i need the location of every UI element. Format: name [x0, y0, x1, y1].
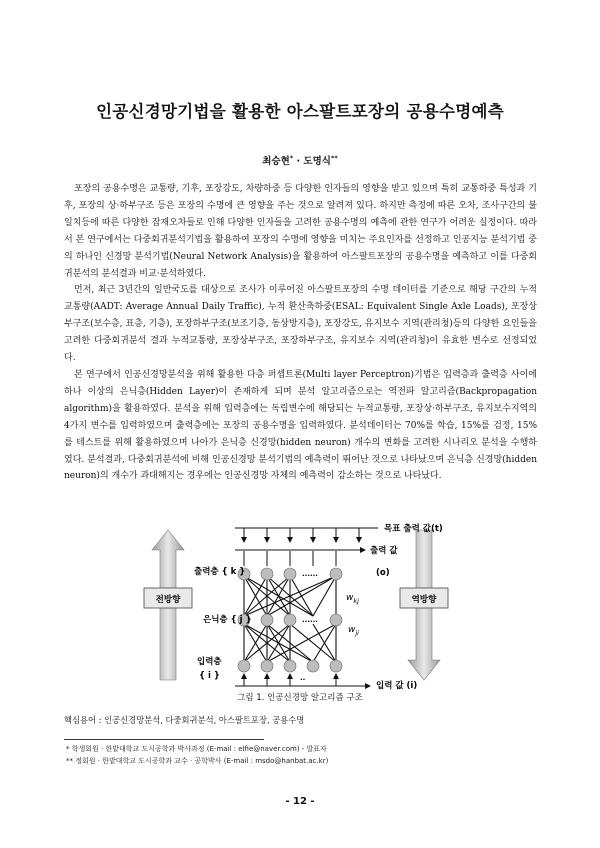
footnote-2: ** 정회원 · 한밭대학교 도시공학과 교수 · 공학박사 (E-mail : msdo@hanbat.ac.kr) [66, 757, 329, 765]
hidden-layer-nodes [238, 614, 342, 626]
keywords: 핵심용어 : 인공신경망분석, 다중회귀분석, 아스팔트포장, 공용수명 [64, 715, 305, 725]
target-output-label: 목표 출력 값(t) [384, 524, 443, 534]
weight-kj-label: $w_{kj}$ [346, 593, 359, 605]
output-dots: ...... [302, 570, 318, 578]
paragraph-3: 본 연구에서 인공신경망분석을 위해 활용한 다층 퍼셉트론(Multi layer Perceptron)기법은 입력층과 출력층 사이에 하나 이상의 은닉층(Hidden Layer)이 존재하게 되며 분석 알고리즘으로는 역전파 알고리즘(Backpropagation algorithm)을 활용하였다. 분석을 위해 입력층에는 독립변수에 해당되는 누적교통량, 포장상·하부구조, 유지보수지역의 4가지 변수를 입력하였으며 출력층에는 포장의 공용수명을 입력하였다. 분석데이터는 70%를 학습, 15%를 검정, 15%를 테스트를 위해 활용하였으며 나아가 은닉층 신경망(hidden neuron) 개수의 변화를 고려한 시나리오 분석을 수행하였다. 분석결과, 다중회귀분석에 비해 인공신경망 분석기법의 예측력이 뛰어난 것으로 나타났으며 은닉층 신경망(hidden neuron)의 개수가 과대해지는 경우에는 인공신경망 자체의 예측력이 감소하는 것으로 나타났다. [64, 369, 537, 482]
figure-caption: 그림 1. 인공신경망 알고리즘 구조 [237, 693, 363, 703]
paper-title: 인공신경망기법을 활용한 아스팔트포장의 공용수명예측 [96, 102, 504, 121]
output-o-label: (o) [376, 568, 390, 578]
connections-kj [244, 576, 336, 616]
backward-label: 역방향 [411, 595, 437, 605]
author-2: 도명식 [303, 156, 331, 167]
hidden-dots: ...... [302, 616, 318, 624]
author-1-mark: * [289, 153, 294, 162]
abstract-body [64, 181, 537, 485]
page-number: - 12 - [285, 796, 315, 807]
output-value-arrows [235, 550, 365, 566]
forward-arrow [144, 530, 192, 680]
author-2-mark: ** [330, 153, 338, 162]
input-layer-label: 입력층 [197, 657, 222, 667]
forward-label: 전방향 [155, 595, 181, 605]
connections-ji [244, 624, 336, 662]
footnote-rule [64, 739, 264, 740]
hidden-layer-label: 은닉층 { j } [203, 615, 252, 625]
weight-ji-label: $w_{ji}$ [348, 625, 359, 637]
author-separator: · [293, 156, 304, 167]
paragraph-2: 먼저, 최근 3년간의 일반국도를 대상으로 조사가 이루어진 아스팔트포장의 수명 데이터를 기준으로 해당 구간의 누적 교통량(AADT: Average Annual Daily Traffic), 누적 환산축하중(ESAL: Equivalent Single Axle Loads), 포장상부구조(보수층, 표층, 기층), 포장하부구조(보조기층, 동상방지층), 포장강도, 유지보수 지역(관리청)등의 다양한 요인들을 고려한 다중회귀분석 결과 누적교통량, 포장상부구조, 포장하부구조, 유지보수 지역(관리청)이 유효한 변수로 선정되었다. [64, 285, 537, 364]
target-arrows [235, 528, 378, 542]
author-1: 최승현 [262, 156, 290, 167]
paragraph-1: 포장의 공용수명은 교통량, 기후, 포장강도, 차량하중 등 다양한 인자들의 영향을 받고 있으며 특히 교통하중 특성과 기후, 포장의 상·하부구조 등은 포장의 수명에 큰 영향을 주는 것으로 알려져 있다. 하지만 측정에 따른 오차, 조사구간의 불일치등에 따른 다양한 잡재오차들로 인해 다양한 인자들을 고려한 공용수명의 예측에 관한 연구가 어려운 실정이다. 따라서 본 연구에서는 다중회귀분석기법을 활용하여 포장의 수명에 영향을 미치는 주요인자를 선정하고 인공지능 분석기법 중의 하나인 신경망 분석기법(Neural Network Analysis)을 활용하여 아스팔트포장의 공용수명을 예측하고 이를 다중회귀분석의 분석결과 비교·분석하였다. [64, 184, 537, 279]
author-line [0, 153, 600, 167]
output-layer-label: 출력층 { k } [194, 567, 246, 577]
backward-arrow [400, 530, 448, 680]
output-value-label: 출력 값 [370, 546, 398, 556]
input-value-label: 입력 값 (i) [376, 681, 418, 690]
output-layer-nodes [238, 568, 342, 580]
input-index-label: { i } [199, 671, 220, 681]
input-layer-nodes [238, 660, 342, 672]
footnote-1: * 학생회원 · 한밭대학교 도시공학과 박사과정 (E-mail : elfie@naver.com) - 발표자 [66, 745, 327, 753]
input-dots: .. [300, 674, 306, 682]
neural-network-figure [130, 520, 470, 690]
